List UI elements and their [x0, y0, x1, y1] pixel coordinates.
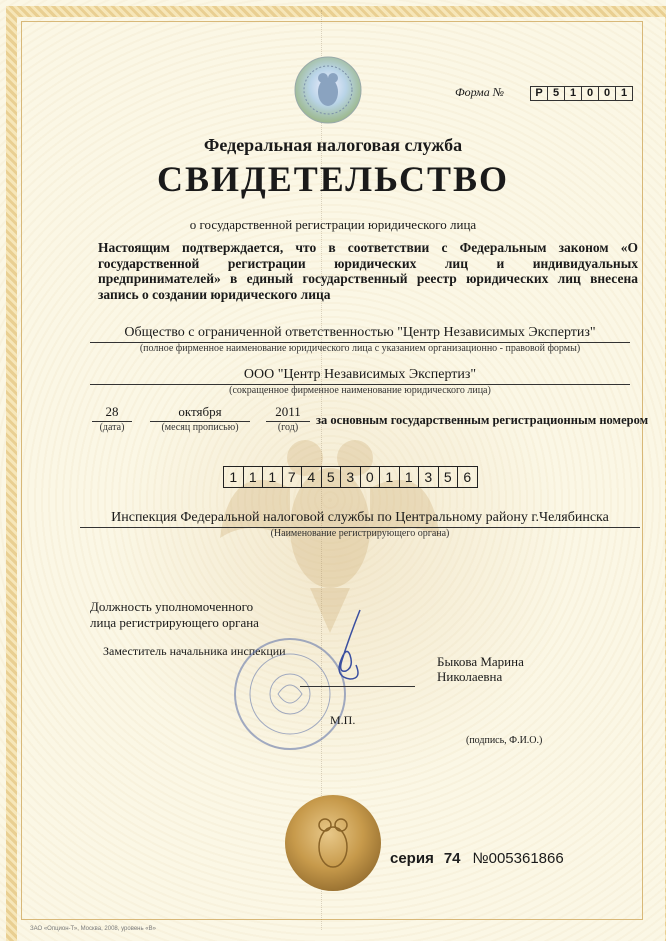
hologram-emblem-icon: [292, 54, 364, 126]
registering-authority: Инспекция Федеральной налоговой службы по Центральному району г.Челябинска: [111, 510, 609, 525]
ogrn-digit: 4: [302, 467, 322, 487]
handwritten-signature-icon: [320, 605, 380, 685]
day-caption: (дата): [99, 422, 125, 433]
form-code-char: 0: [582, 87, 599, 100]
document-subtitle: о государственной регистрации юридического лица: [189, 217, 477, 232]
position-label-line1: Должность уполномоченного: [90, 599, 254, 614]
ogrn-digit: 5: [439, 467, 459, 487]
entity-short-name: ООО "Центр Независимых Экспертиз": [243, 367, 477, 382]
serial-number: №005361866: [472, 850, 564, 867]
issuing-service: Федеральная налоговая служба: [203, 135, 463, 155]
entity-full-name: Общество с ограниченной ответственностью "Центр Независимых Экспертиз": [124, 325, 596, 340]
signature-caption: (подпись, Ф.И.О.): [466, 735, 543, 746]
registration-number-label: за основным государственным регистрационным номером: [316, 413, 649, 427]
document-title: СВИДЕТЕЛЬСТВО: [156, 159, 510, 199]
reg-year: 2011: [275, 404, 301, 419]
ogrn-digit: 7: [283, 467, 303, 487]
signature-line: [300, 686, 415, 687]
ogrn-digit: 3: [341, 467, 361, 487]
ogrn-digit: 1: [400, 467, 420, 487]
series-label: серия: [390, 850, 434, 867]
series-block: [390, 850, 564, 867]
ogrn-digit: 1: [263, 467, 283, 487]
ogrn-digit: 1: [224, 467, 244, 487]
mp-label: М.П.: [330, 713, 356, 727]
ogrn-digit: 5: [322, 467, 342, 487]
reg-day: 28: [105, 404, 119, 419]
form-code-char: 1: [620, 87, 628, 99]
form-code-char: 5: [548, 87, 565, 100]
position-label-line2: лица регистрирующего органа: [90, 615, 259, 630]
full-name-caption: (полное фирменное наименование юридического лица с указанием организационно - правовой формы): [139, 343, 581, 354]
official-position: Заместитель начальника инспекции: [103, 644, 286, 658]
series-number: 74: [443, 850, 461, 867]
month-caption: (месяц прописью): [161, 422, 239, 433]
ogrn-digit: 1: [380, 467, 400, 487]
official-name-line1: Быкова Марина: [437, 654, 524, 669]
short-name-caption: (сокращенное фирменное наименование юридического лица): [229, 385, 491, 396]
printer-note: ЗАО «Опцион-Т», Москва, 2008, уровень «В»: [30, 926, 156, 932]
reg-month: октября: [178, 404, 222, 419]
year-caption: (год): [277, 422, 299, 433]
gold-seal-icon: [283, 793, 383, 893]
ogrn-digit: 1: [244, 467, 264, 487]
ogrn-digit: 3: [419, 467, 439, 487]
form-code-char: 0: [599, 87, 616, 100]
authority-caption: (Наименование регистрирующего органа): [270, 528, 450, 539]
ogrn-number: [223, 466, 478, 488]
form-code: [530, 86, 633, 101]
official-name-line2: Николаевна: [437, 669, 503, 684]
ogrn-digit: 0: [361, 467, 381, 487]
form-code-char: 1: [565, 87, 582, 100]
form-code-char: Р: [531, 87, 548, 100]
ogrn-digit: 6: [463, 469, 472, 485]
certification-text: Настоящим подтверждается, что в соответствии с Федеральным законом «О государственной регистрации юридических лиц и индивидуальных предпринимателей» в единый государственный реестр юридических лиц внесена запись о создании юридического лица: [98, 240, 638, 302]
form-number-label: Форма №: [455, 85, 505, 99]
